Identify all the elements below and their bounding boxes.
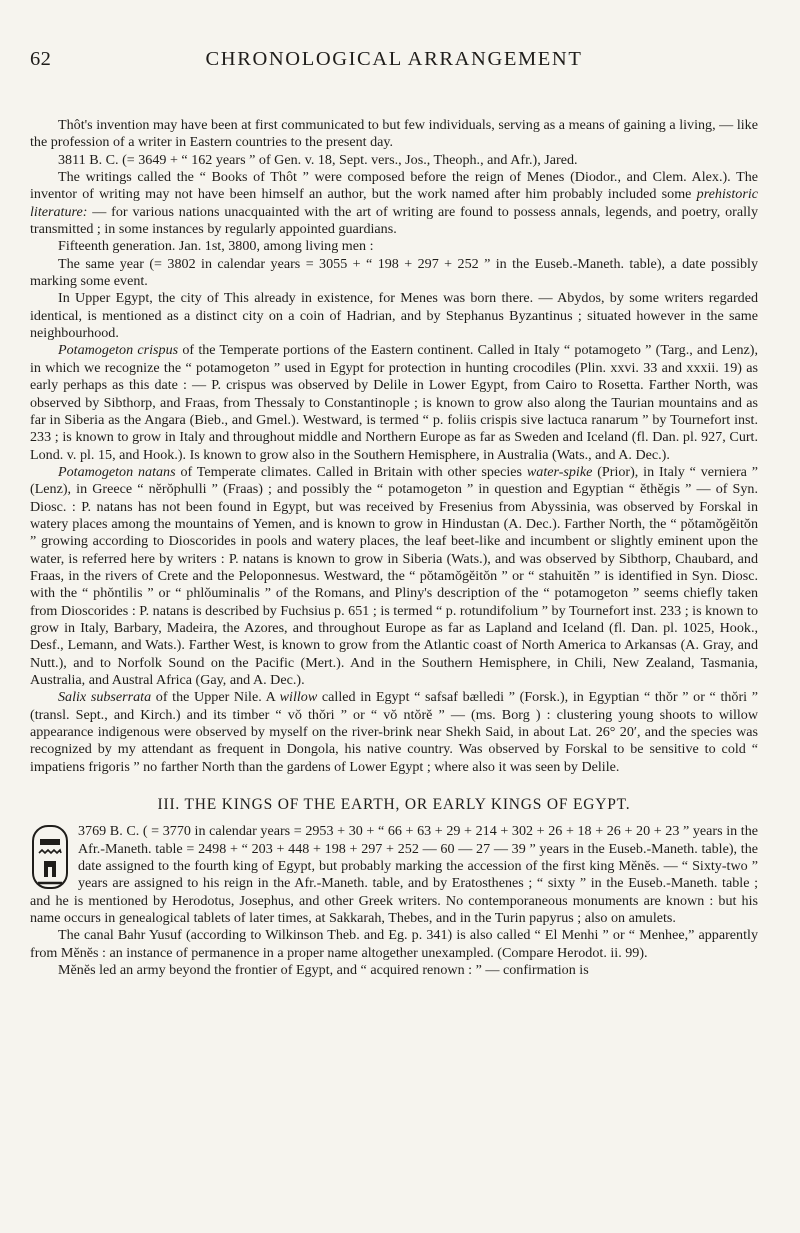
paragraph — [30, 342, 758, 463]
paragraph — [30, 152, 758, 169]
text-run: 3769 B. C. ( = 3770 in calendar years = 2953 + 30 + “ 66 + 63 + 29 + 214 + 302 + 26 + 18 + 26 + 20 + 23 ” years in the Afr.-Maneth. table = 2498 + “ 203 + 448 + 198 + 297 + 252 — 60 — 27 — 39 ” years in the Euseb.-Maneth. table), the date assigned to the fourth king of Egypt, but probably marking the accession of the first king Mĕnĕs. — “ Sixty-two ” years are assigned to his reign in the Afr.-Maneth. table, and by Eratosthenes ; “ sixty ” in the Euseb.-Maneth. table ; and he is mentioned by Herodotus, Josephus, and other Greek writers. No contemporaneous monuments are known : but his name occurs in genealogical tablets of later times, at Sakkarah, Thebes, and in the Turin papyrus ; also on amulets. — [30, 823, 758, 927]
text-run: Thôt's invention may have been at first communicated to but few individuals, serving as a means of gaining a living, — like the profession of a writer in Eastern countries to the present day. — [30, 117, 758, 151]
text-run: The writings called the “ Books of Thôt ” were composed before the reign of Menes (Diodor., and Clem. Alex.). The inventor of writing may not have been himself an author, but the work named after him probably included some — [30, 169, 758, 203]
text-run: In Upper Egypt, the city of This already in existence, for Menes was born there. — Abydos, by some writers regarded identical, is mentioned as a distinct city on a coin of Hadrian, and by Stephanus Byzantinus ; situated however in the same neighbourhood. — [30, 290, 758, 342]
page-body — [30, 117, 758, 980]
paragraph — [30, 962, 758, 979]
section-heading: III. THE KINGS OF THE EARTH, OR EARLY KINGS OF EGYPT. — [157, 796, 631, 814]
paragraph — [30, 169, 758, 238]
italic-term: prehistoric literature: — [30, 186, 758, 220]
text-run: Fifteenth generation. Jan. 1st, 3800, among living men : — [58, 238, 374, 255]
running-header — [30, 48, 758, 74]
paragraph — [30, 290, 758, 342]
italic-term: water-spike — [526, 463, 593, 480]
paragraph — [30, 238, 758, 255]
paragraph — [30, 256, 758, 291]
text-run: of the Upper Nile. A — [151, 689, 280, 706]
text-run: of Temperate climates. Called in Britain with other species — [175, 463, 527, 480]
italic-term: Salix subserrata — [58, 689, 152, 706]
paragraph — [30, 117, 758, 152]
paragraph — [30, 823, 758, 927]
italic-term: Potamogeton natans — [58, 463, 176, 480]
text-run: (Prior), in Italy “ verniera ” (Lenz), in Greece “ nĕrŏphulli ” (Fraas) ; and possibly the “ potamogeton ” in question and Egyptian “ ĕthĕgis ” — of Syn. Diosc. : P. natans has not been found in Egypt, but was received by Fresenius from Abyssinia, was observed by Forskal in watery places among the mountains of Yemen, and is known to grow in Hindustan (A. Dec.). Farther North, the “ pŏtamŏgĕitŏn ” growing according to Dioscorides in pools and watery places, the leaf beet-like and incumbent or slightly eminent upon the water, is referred here by writers : P. natans is known to grow in Siberia (Wats.), and was observed by Sibthorp, Chaubard, and Fraas, in the rivers of Crete and the Peloponnesus. Westward, the “ pŏtamŏgĕitŏn ” or “ stahuitĕn ” is identified in Syn. Diosc. with the “ phŏntilis ” or “ phlŏuminalis ” of the Romans, and Pliny's description of the “ potamogeton ” seems chiefly taken from Dioscorides : P. natans is described by Fuchsius p. 651 ; is termed “ p. rotundifolium ” by Tournefort inst. 233 ; is known to grow in Italy, Barbary, Madeira, the Azores, and throughout Europe as far as Lapland and Iceland (fl. Dan. pl. 1025, Hook., Desf., Lemann, and Wats.). Farther West, is known to grow from the Atlantic coast of North America to Arkansas (A. Gray, and Nutt.), and to Norfolk Sound on the Pacific (Mert.). And in the Southern Hemisphere, in Chili, New Zealand, Tasmania, Australia, and Austral Africa (Gay, and A. Dec.). — [30, 463, 759, 688]
paragraph — [30, 927, 758, 962]
italic-term: willow — [279, 689, 318, 706]
text-run: 3811 B. C. (= 3649 + “ 162 years ” of Gen. v. 18, Sept. vers., Jos., Theoph., and Afr.), Jared. — [58, 151, 578, 168]
text-run: of the Temperate portions of the Eastern continent. Called in Italy “ potamogeto ” (Targ., and Lenz), in which we recognize the “ potamogeton ” used in Egypt for protection in hunting crocodiles (Plin. xxvi. 33 and xxxii. 19) as early perhaps as this date : — P. crispus was observed by Delile in Lower Egypt, from Cairo to Rosetta. Farther North, was observed by Sibthorp, and Fraas, from Thessaly to Constantinople ; is known to grow also along the Taurian mountains and as far in Siberia as the Angara (Bieb., and Gmel.). Westward, is termed “ p. foliis crispis sive lactuca ranarum ” by Tournefort inst. 233 ; is known to grow in Italy and throughout middle and Northern Europe as far as Sweden and Iceland (fl. Dan. pl. 927, Curt. Lond. v. pl. 15, and Hook.). Is known to grow also in the Southern Hemisphere, in Australia (Wats., and A. Dec.). — [30, 342, 758, 463]
text-run: The same year (= 3802 in calendar years = 3055 + “ 198 + 297 + 252 ” in the Euseb.-Maneth. table), a date possibly marking some event. — [30, 255, 758, 290]
italic-term: Potamogeton crispus — [58, 342, 179, 359]
page-number: 62 — [30, 48, 52, 70]
paragraph — [30, 464, 758, 689]
paragraph — [30, 689, 758, 776]
text-run: The canal Bahr Yusuf (according to Wilkinson Theb. and Eg. p. 341) is also called “ El Menhi ” or “ Menhee,” apparently from Mĕnĕs : an instance of permanence in a proper name altogether unexampled. (Compare Herodot. ii. 99). — [30, 927, 758, 961]
text-run: Mĕnĕs led an army beyond the frontier of Egypt, and “ acquired renown : ” — confirmation is — [58, 962, 589, 979]
section-paragraph-list — [30, 823, 758, 979]
text-run: — for various nations unacquainted with the art of writing are found to possess annals, legends, and poetry, orally transmitted ; in some instances by regularly appointed guardians. — [30, 203, 758, 238]
running-title: CHRONOLOGICAL ARRANGEMENT — [205, 48, 583, 70]
text-run: called in Egypt “ safsaf bælledi ” (Forsk.), in Egyptian “ thŏr ” or “ thŏri ” (transl. Sept., and Kirch.) and its timber “ vŏ thŏri ” or “ vŏ ntŏrĕ ” — (ms. Borg ) : clustering young shoots to willow appearance indigenous were observed by myself on the river-brink near Shekh Said, in about Lat. 26° 20′, and the species was recognized by my attendant as frequent in Dongola, his native country. Was observed by Forskal to be sensitive to cold “ impatiens frigoris ” no farther North than the gardens of Lower Egypt ; where also it was seen by Delile. — [30, 689, 758, 775]
hieroglyph-cartouche-icon — [30, 825, 70, 891]
paragraph-list — [30, 117, 758, 776]
